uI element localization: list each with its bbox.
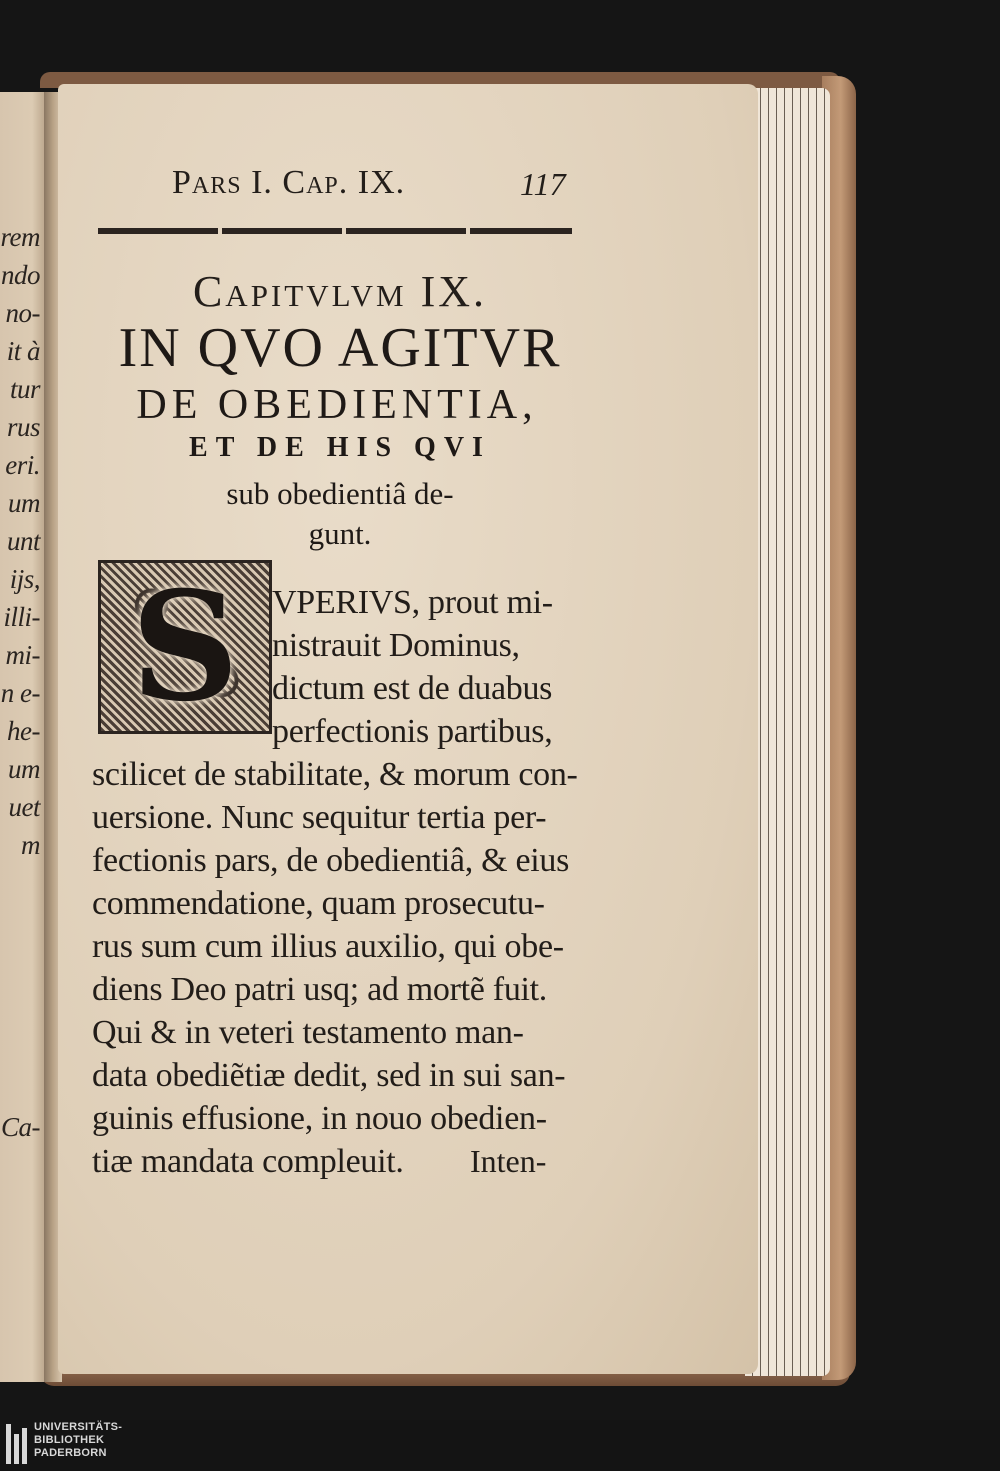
- body-line: commendatione, quam prosecutu-: [92, 885, 545, 922]
- left-fragment: illi-: [3, 602, 40, 632]
- logo-bar: [22, 1428, 27, 1464]
- left-fragment: tur: [9, 374, 40, 404]
- body-line: data obediẽtiæ dedit, sed in sui san-: [92, 1057, 566, 1094]
- body-line: fectionis pars, de obedientiâ, & eius: [92, 842, 570, 879]
- library-logo-text: [34, 1421, 122, 1460]
- logo-bar: [6, 1424, 11, 1464]
- chapter-heading-line: ET DE HIS QVI: [189, 432, 491, 463]
- running-head: Pars I. Cap. IX.: [172, 164, 406, 201]
- catchword: Inten-: [470, 1143, 547, 1179]
- body-line: dictum est de duabus: [272, 670, 553, 707]
- logo-line: PADERBORN: [34, 1447, 107, 1459]
- page-number: 117: [520, 166, 566, 202]
- chapter-heading-line: IN QVO AGITVR: [118, 317, 562, 379]
- left-fragment: mi-: [5, 640, 40, 670]
- left-fragment: ijs,: [9, 564, 40, 594]
- left-fragment: rus: [6, 412, 40, 442]
- left-fragment: he-: [7, 716, 40, 746]
- chapter-heading-line: DE OBEDIENTIA,: [136, 382, 538, 428]
- logo-line: UNIVERSITÄTS-: [34, 1421, 123, 1433]
- chapter-heading-line: gunt.: [308, 516, 372, 552]
- left-fragment: um: [8, 488, 40, 518]
- body-line: rus sum cum illius auxilio, qui obe-: [92, 928, 564, 965]
- body-line: VPERIVS, prout mi-: [272, 584, 553, 621]
- body-line: nistrauit Dominus,: [272, 627, 520, 664]
- chapter-heading-line: [150, 474, 530, 555]
- library-logo-icon: [6, 1424, 28, 1464]
- left-fragment: rem: [0, 222, 40, 252]
- left-fragment: um: [8, 754, 40, 784]
- body-line: tiæ mandata compleuit.: [92, 1143, 404, 1180]
- left-fragment: Ca-: [1, 1112, 40, 1142]
- header-rule: [98, 228, 572, 234]
- woodcut-initial: [98, 560, 272, 734]
- left-fragment: n e-: [0, 678, 40, 708]
- left-fragment: ndo: [1, 260, 40, 290]
- body-line: scilicet de stabilitate, & morum con-: [92, 756, 578, 793]
- logo-bar: [14, 1434, 19, 1464]
- left-fragment: no-: [5, 298, 40, 328]
- logo-line: BIBLIOTHEK: [34, 1434, 105, 1446]
- body-line: uersione. Nunc sequitur tertia per-: [92, 799, 547, 836]
- body-line: Qui & in veteri testamento man-: [92, 1014, 524, 1051]
- initial-letter: S: [130, 559, 240, 735]
- chapter-heading-line: sub obedientiâ de-: [226, 476, 454, 511]
- left-fragment: uet: [8, 792, 40, 822]
- body-line: guinis effusione, in nouo obedien-: [92, 1100, 547, 1137]
- left-fragment: it à: [6, 336, 40, 366]
- left-page: [0, 92, 46, 1382]
- left-fragment: eri.: [5, 450, 40, 480]
- left-fragment: m: [21, 830, 40, 860]
- body-line: perfectionis partibus,: [272, 713, 553, 750]
- chapter-title: Capitvlvm IX.: [192, 267, 488, 316]
- left-fragment: unt: [6, 526, 40, 556]
- body-line: diens Deo patri usq; ad mortẽ fuit.: [92, 971, 548, 1008]
